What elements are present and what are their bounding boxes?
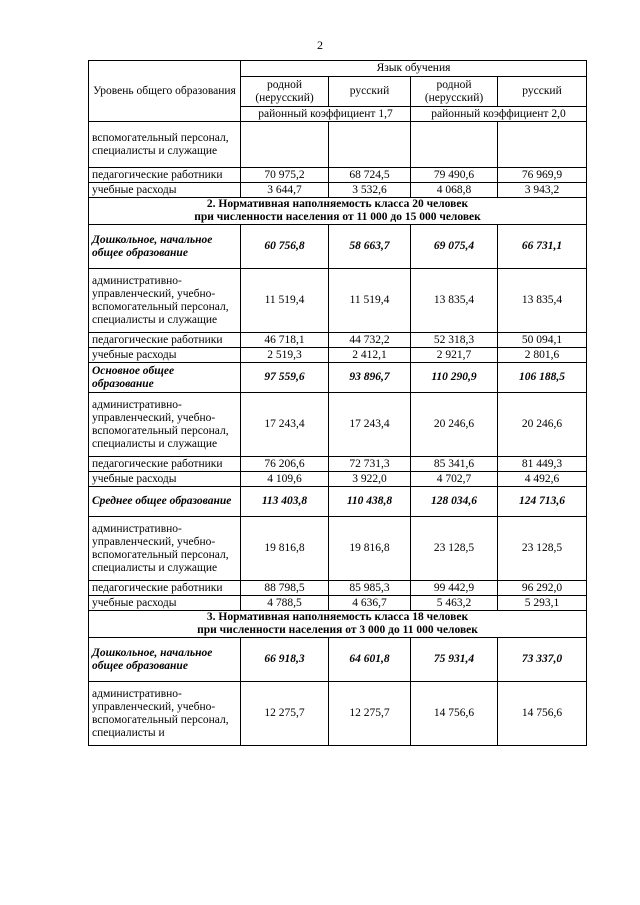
category-value-3: 110 290,9 — [411, 363, 498, 393]
category-row — [89, 225, 587, 269]
section-title-row — [89, 611, 587, 638]
row-value-3: 4 068,8 — [411, 183, 498, 198]
row-value-3: 23 128,5 — [411, 517, 498, 581]
row-value-2: 12 275,7 — [329, 682, 411, 746]
header-coef-2: районный коэффициент 2,0 — [411, 107, 587, 122]
row-value-2 — [329, 122, 411, 168]
row-value-1: 12 275,7 — [241, 682, 329, 746]
category-value-4: 73 337,0 — [498, 638, 587, 682]
row-label: педагогические работники — [89, 333, 241, 348]
header-level-label: Уровень общего образования — [89, 61, 241, 122]
row-label: административно-управленческий, учебно-вспомогательный персонал, специалисты и — [89, 682, 241, 746]
table-row — [89, 457, 587, 472]
section-title-line-1: 3. Нормативная наполняемость класса 18 человек — [206, 611, 469, 623]
category-value-2: 93 896,7 — [329, 363, 411, 393]
category-row — [89, 363, 587, 393]
category-value-1: 60 756,8 — [241, 225, 329, 269]
row-value-3: 5 463,2 — [411, 596, 498, 611]
section-title-row — [89, 198, 587, 225]
row-value-3: 4 702,7 — [411, 472, 498, 487]
row-value-2: 44 732,2 — [329, 333, 411, 348]
category-value-1: 113 403,8 — [241, 487, 329, 517]
row-label: учебные расходы — [89, 472, 241, 487]
row-value-1: 76 206,6 — [241, 457, 329, 472]
row-value-1: 4 788,5 — [241, 596, 329, 611]
header-language-label: Язык обучения — [241, 61, 587, 77]
table-row — [89, 269, 587, 333]
row-value-4: 3 943,2 — [498, 183, 587, 198]
row-value-4: 81 449,3 — [498, 457, 587, 472]
row-value-4: 2 801,6 — [498, 348, 587, 363]
row-value-3 — [411, 122, 498, 168]
table-row — [89, 122, 587, 168]
row-value-3: 52 318,3 — [411, 333, 498, 348]
category-value-2: 110 438,8 — [329, 487, 411, 517]
row-value-4: 50 094,1 — [498, 333, 587, 348]
table-row — [89, 333, 587, 348]
row-value-1: 11 519,4 — [241, 269, 329, 333]
row-value-1: 70 975,2 — [241, 168, 329, 183]
row-value-2: 85 985,3 — [329, 581, 411, 596]
row-label: административно-управленческий, учебно-вспомогательный персонал, специалисты и служащие — [89, 269, 241, 333]
row-value-3: 85 341,6 — [411, 457, 498, 472]
row-value-4: 20 246,6 — [498, 393, 587, 457]
row-label: педагогические работники — [89, 581, 241, 596]
header-coef-1: районный коэффициент 1,7 — [241, 107, 411, 122]
section-title — [89, 611, 587, 638]
row-value-4: 5 293,1 — [498, 596, 587, 611]
category-value-4: 66 731,1 — [498, 225, 587, 269]
row-value-1: 88 798,5 — [241, 581, 329, 596]
category-name: Среднее общее образование — [89, 487, 241, 517]
row-value-2: 3 922,0 — [329, 472, 411, 487]
category-value-4: 106 188,5 — [498, 363, 587, 393]
row-value-1: 3 644,7 — [241, 183, 329, 198]
category-value-2: 58 663,7 — [329, 225, 411, 269]
category-name: Дошкольное, начальное общее образование — [89, 225, 241, 269]
row-value-3: 2 921,7 — [411, 348, 498, 363]
row-label: учебные расходы — [89, 183, 241, 198]
row-value-4: 13 835,4 — [498, 269, 587, 333]
category-value-4: 124 713,6 — [498, 487, 587, 517]
data-table — [88, 60, 587, 746]
row-value-2: 3 532,6 — [329, 183, 411, 198]
category-value-2: 64 601,8 — [329, 638, 411, 682]
category-value-3: 75 931,4 — [411, 638, 498, 682]
row-value-2: 19 816,8 — [329, 517, 411, 581]
category-name: Основное общее образование — [89, 363, 241, 393]
table-row — [89, 472, 587, 487]
table-row — [89, 183, 587, 198]
row-value-2: 17 243,4 — [329, 393, 411, 457]
row-label: административно-управленческий, учебно-вспомогательный персонал, специалисты и служащие — [89, 393, 241, 457]
row-value-2: 72 731,3 — [329, 457, 411, 472]
row-value-3: 14 756,6 — [411, 682, 498, 746]
header-col-4: русский — [498, 77, 587, 107]
category-row — [89, 487, 587, 517]
section-title-line-1: 2. Нормативная наполняемость класса 20 человек — [206, 198, 469, 210]
header-col-2: русский — [329, 77, 411, 107]
header-col-1: родной (нерусский) — [241, 77, 329, 107]
row-value-1: 19 816,8 — [241, 517, 329, 581]
row-value-4: 4 492,6 — [498, 472, 587, 487]
row-value-4: 23 128,5 — [498, 517, 587, 581]
row-label: административно-управленческий, учебно-вспомогательный персонал, специалисты и служащие — [89, 517, 241, 581]
category-name: Дошкольное, начальное общее образование — [89, 638, 241, 682]
table-row — [89, 596, 587, 611]
table-row — [89, 348, 587, 363]
category-value-1: 97 559,6 — [241, 363, 329, 393]
table-row — [89, 168, 587, 183]
row-value-4: 14 756,6 — [498, 682, 587, 746]
row-value-1: 17 243,4 — [241, 393, 329, 457]
row-value-4 — [498, 122, 587, 168]
row-value-2: 11 519,4 — [329, 269, 411, 333]
row-label: педагогические работники — [89, 168, 241, 183]
row-value-3: 99 442,9 — [411, 581, 498, 596]
section-title-line-2: при численности населения от 11 000 до 15 000 человек — [194, 211, 481, 223]
row-value-3: 79 490,6 — [411, 168, 498, 183]
table-row — [89, 581, 587, 596]
category-value-3: 128 034,6 — [411, 487, 498, 517]
page-number: 2 — [317, 38, 323, 52]
row-value-1: 46 718,1 — [241, 333, 329, 348]
row-value-2: 68 724,5 — [329, 168, 411, 183]
row-label: вспомогательный персонал, специалисты и служащие — [89, 122, 241, 168]
header-col-3: родной (нерусский) — [411, 77, 498, 107]
row-value-3: 20 246,6 — [411, 393, 498, 457]
row-value-1 — [241, 122, 329, 168]
row-value-1: 4 109,6 — [241, 472, 329, 487]
row-value-4: 76 969,9 — [498, 168, 587, 183]
row-value-1: 2 519,3 — [241, 348, 329, 363]
table-row — [89, 393, 587, 457]
row-value-2: 2 412,1 — [329, 348, 411, 363]
row-label: педагогические работники — [89, 457, 241, 472]
row-label: учебные расходы — [89, 348, 241, 363]
table-row — [89, 517, 587, 581]
category-row — [89, 638, 587, 682]
section-title-line-2: при численности населения от 3 000 до 11 000 человек — [197, 624, 478, 636]
category-value-1: 66 918,3 — [241, 638, 329, 682]
row-value-2: 4 636,7 — [329, 596, 411, 611]
table-row — [89, 682, 587, 746]
section-title — [89, 198, 587, 225]
row-value-3: 13 835,4 — [411, 269, 498, 333]
row-label: учебные расходы — [89, 596, 241, 611]
category-value-3: 69 075,4 — [411, 225, 498, 269]
row-value-4: 96 292,0 — [498, 581, 587, 596]
